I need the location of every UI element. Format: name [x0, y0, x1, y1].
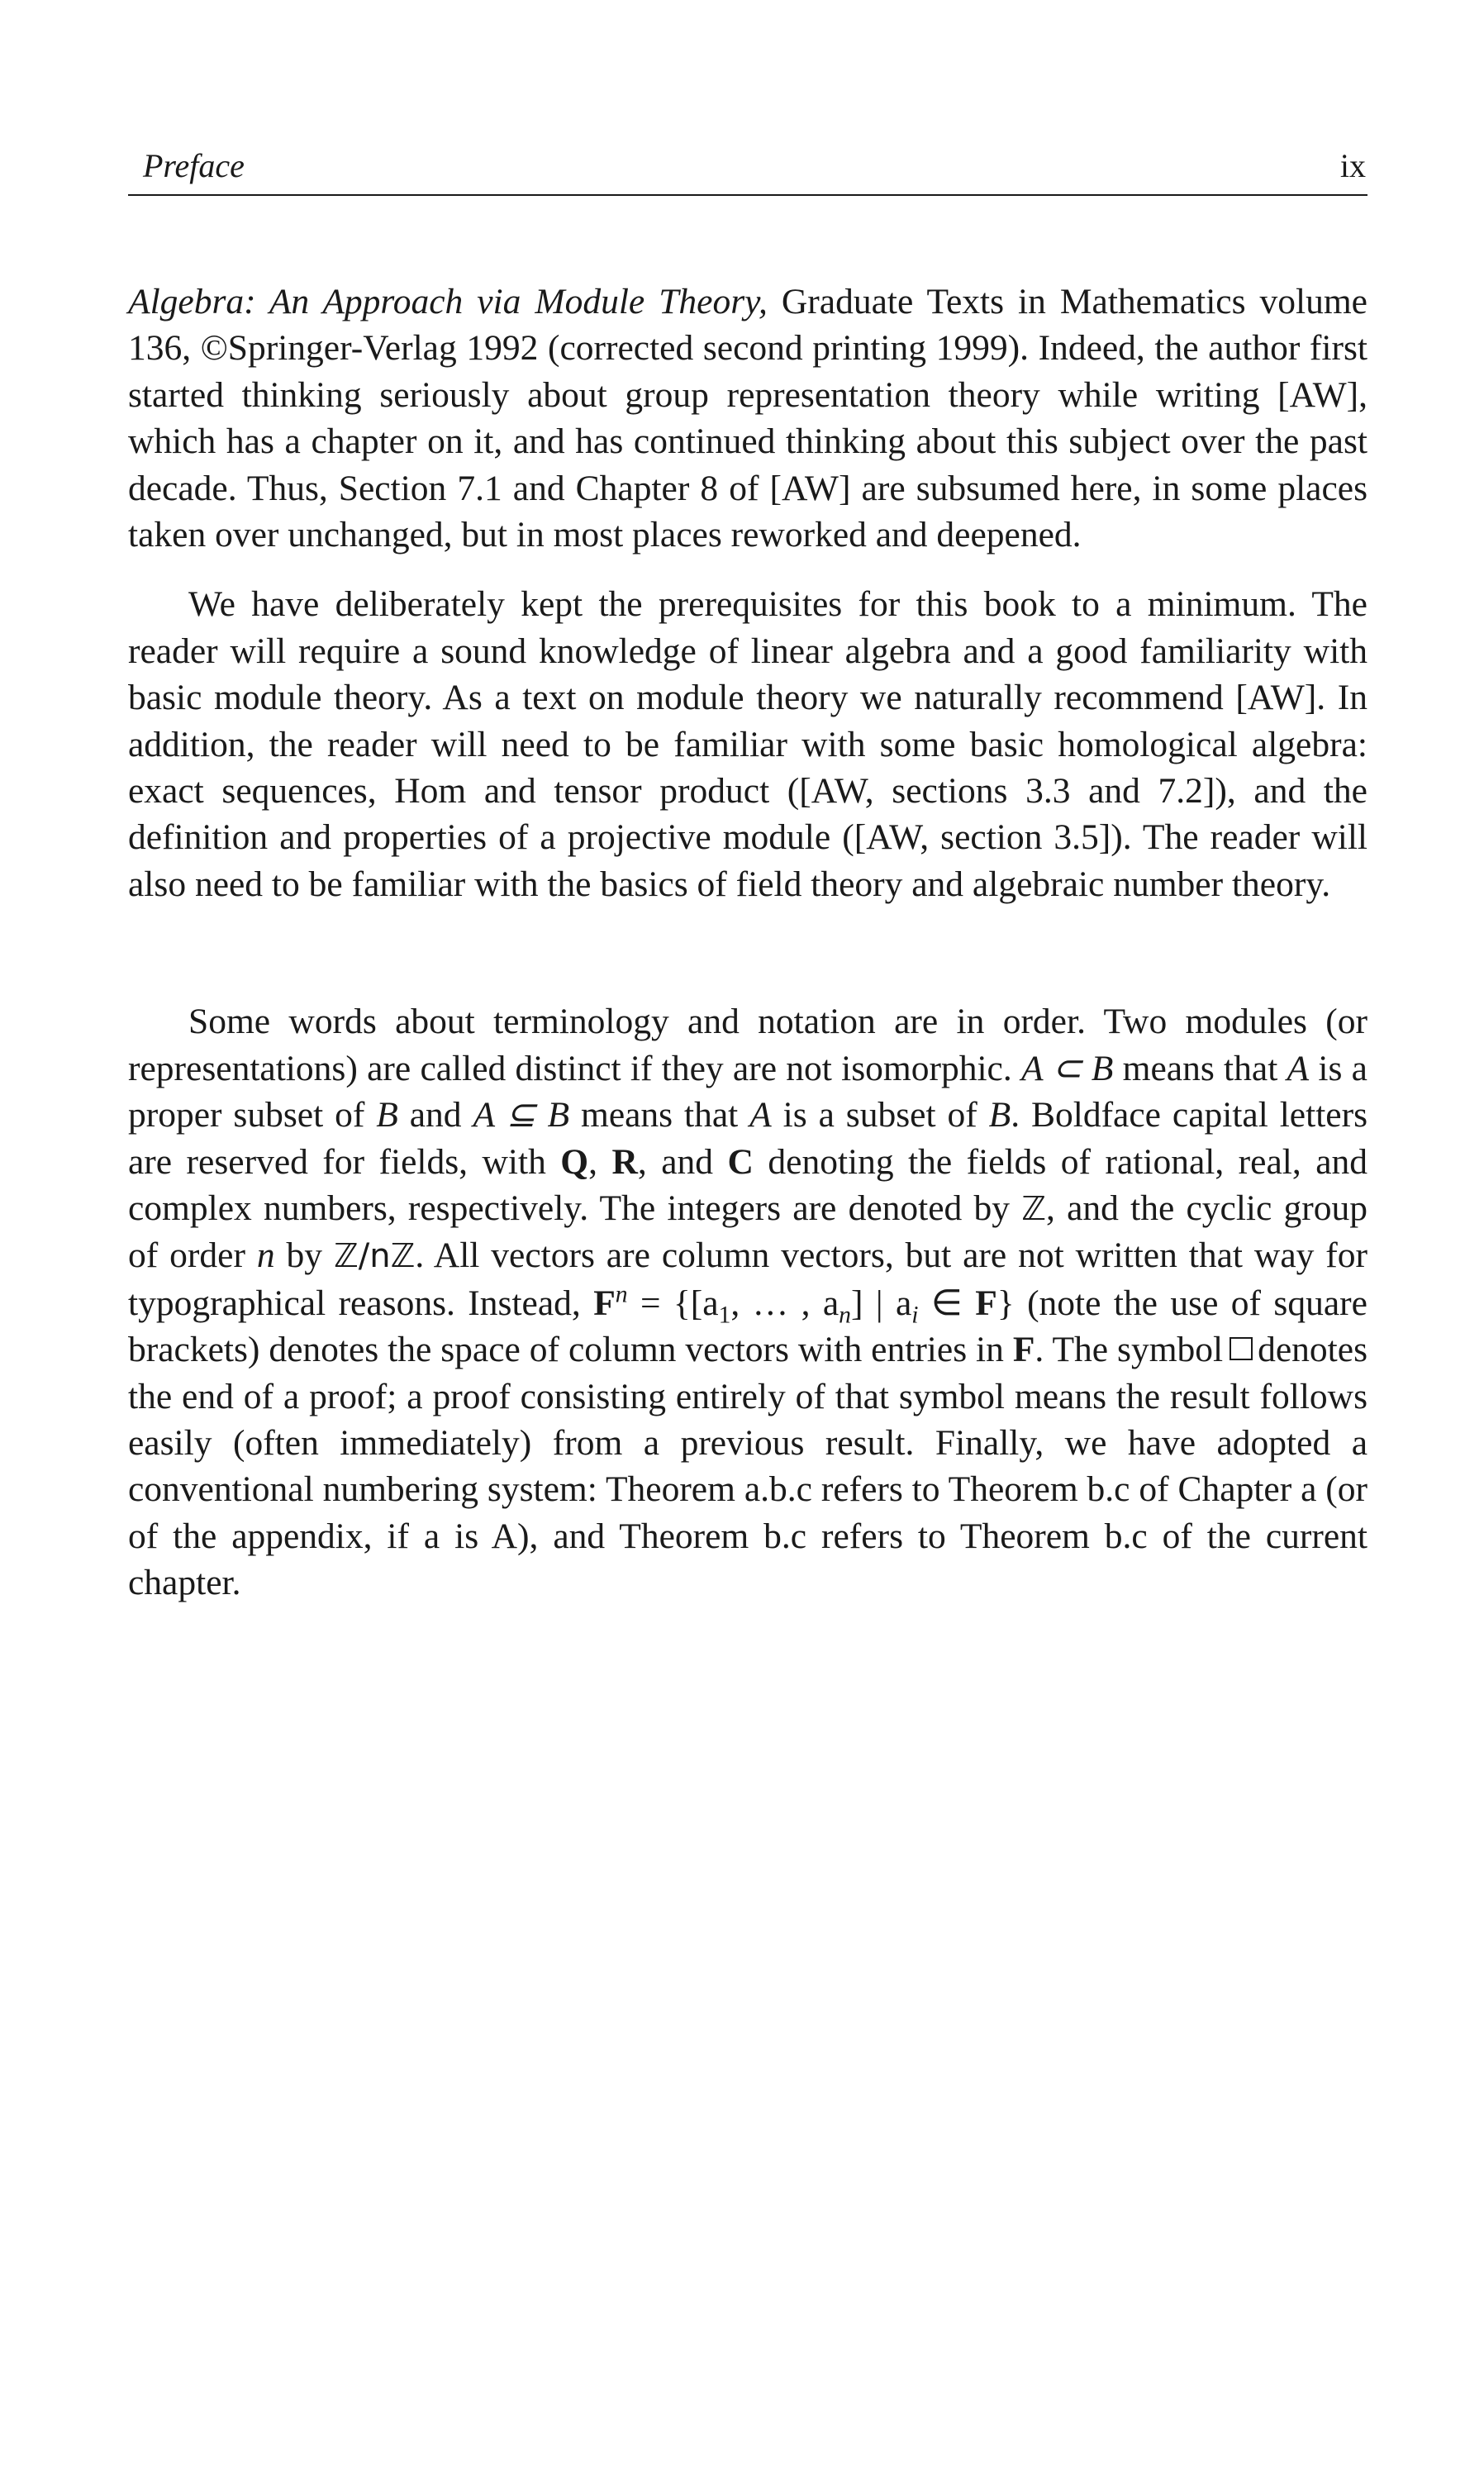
- text-run: by: [274, 1235, 334, 1276]
- math-var: n: [256, 1235, 275, 1276]
- text-run: } (note the use of square brackets) denotes the space of column vectors with entries in: [128, 1283, 1367, 1370]
- paragraph-1-text: Graduate Texts in Mathematics volume 136, ©Springer-Verlag 1992 (corrected second printing 1999). Indeed, the author first started thinking seriously about group representation theory while writing [AW], which has a chapter on it, and has continued thinking about this subject over the past decade. Thus, Section 7.1 and Chapter 8 of [AW] are subsumed here, in some places taken over unchanged, but in most places reworked and deepened.: [128, 282, 1367, 555]
- subscript: i: [911, 1302, 919, 1329]
- field-f: F: [975, 1283, 997, 1323]
- body-text: [128, 278, 1367, 1607]
- field-reals: R: [611, 1141, 638, 1182]
- text-run: ,: [588, 1141, 612, 1182]
- text-run: means that: [1113, 1048, 1287, 1088]
- field-rationals: Q: [560, 1141, 589, 1182]
- subscript: 1: [718, 1302, 731, 1329]
- text-run: is a proper subset of: [128, 1048, 1367, 1135]
- text-run: = {[a: [627, 1283, 719, 1323]
- text-run: , and the cyclic group of order: [128, 1188, 1367, 1276]
- text-run: . All vectors are column vectors, but are not written that way for typographical reasons. Instead,: [128, 1235, 1368, 1323]
- math-var: A: [749, 1095, 772, 1135]
- text-run: ∈: [918, 1283, 976, 1323]
- subscript: n: [839, 1302, 851, 1329]
- exponent: n: [615, 1281, 628, 1308]
- field-f: F: [593, 1283, 616, 1323]
- text-run: and: [397, 1095, 473, 1135]
- text-run: is a subset of: [771, 1095, 989, 1135]
- page-number: ix: [1339, 147, 1366, 184]
- text-run: denotes the end of a proof; a proof consisting entirely of that symbol means the result follows easily (often immediately) from a previous result. Finally, we have adopted a conventional numbering system: Theorem a.b.c refers to Theorem b.c of Chapter a (or of the appendix, if a is A), and Theorem b.c refers to Theorem b.c of the current chapter.: [128, 1330, 1368, 1603]
- running-title: Preface: [143, 147, 245, 184]
- paragraph-2: We have deliberately kept the prerequisites for this book to a minimum. The reader will require a sound knowledge of linear algebra and a good familiarity with basic module theory. As a text on module theory we naturally recommend [AW]. In addition, the reader will need to be familiar with some basic homological algebra: exact sequences, Hom and tensor product ([AW, sections 3.3 and 7.2]), and the definition and properties of a projective module ([AW, section 3.5]). The reader will also need to be familiar with the basics of field theory and algebraic number theory.: [128, 584, 1367, 904]
- math-var: A: [1287, 1048, 1310, 1088]
- text-run: , … , a: [730, 1283, 840, 1323]
- field-f: F: [1012, 1330, 1035, 1370]
- integers-symbol: ℤ: [1021, 1189, 1046, 1228]
- text-run: Some words about terminology and notation are in order. Two modules (or representations) are called distinct if they are not isomorphic.: [128, 1002, 1367, 1088]
- text-run: ] | a: [850, 1283, 912, 1323]
- text-run: denoting the fields of rational, real, and complex numbers, respectively. The integers are denoted by: [128, 1141, 1368, 1228]
- book-title: Algebra: An Approach via Module Theory,: [128, 282, 768, 321]
- math-var: B: [376, 1095, 398, 1135]
- math-var: B: [988, 1095, 1011, 1135]
- text-run: means that: [569, 1095, 750, 1135]
- paragraph-spacer: [128, 558, 1367, 581]
- text-run: . The symbol: [1035, 1330, 1224, 1370]
- paragraph-3: [128, 998, 1367, 1606]
- text-run: . Boldface capital letters are reserved for fields, with: [128, 1095, 1368, 1182]
- math-subset: A ⊆ B: [473, 1095, 570, 1135]
- math-proper-subset: A ⊂ B: [1021, 1048, 1114, 1088]
- paragraph-1: [128, 278, 1367, 558]
- end-of-proof-icon: [1230, 1337, 1253, 1360]
- text-run: , and: [637, 1141, 728, 1182]
- running-head: [128, 145, 1367, 196]
- paragraph-spacer: [128, 907, 1367, 998]
- field-complex: C: [727, 1141, 754, 1182]
- cyclic-group-symbol: ℤ/nℤ: [333, 1237, 416, 1276]
